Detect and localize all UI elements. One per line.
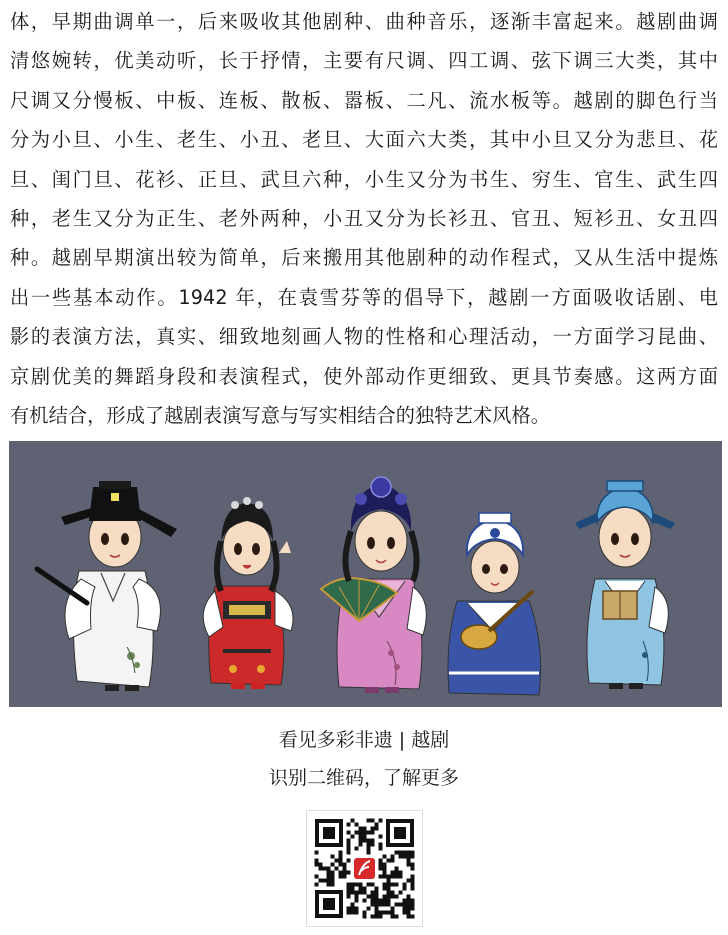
yue-opera-characters-illustration [9, 441, 722, 707]
article-line: 京剧优美的舞蹈身段和表演程式，使外部动作更细致、更具节奏感。这两方面 [10, 364, 718, 388]
qr-code[interactable] [306, 810, 423, 927]
article-line: 分为小旦、小生、老生、小丑、老旦、大面六大类，其中小旦又分为悲旦、花 [10, 128, 718, 152]
article-line: 尺调又分慢板、中板、连板、散板、嚣板、二凡、流水板等。越剧的脚色行当 [10, 88, 718, 112]
article-line: 出一些基本动作。1942 年，在袁雪芬等的倡导下，越剧一方面吸收话剧、电 [10, 285, 718, 309]
article-line: 种，老生又分为正生、老外两种，小丑又分为长衫丑、官丑、短衫丑、女丑四 [10, 206, 718, 230]
article-line: 旦、闺门旦、花衫、正旦、武旦六种，小生又分为书生、穷生、官生、武生四 [10, 167, 718, 191]
article-line: 有机结合，形成了越剧表演写意与写实相结合的独特艺术风格。 [10, 403, 551, 427]
article-body [10, 2, 718, 435]
caption-title: 看见多彩非遗 | 越剧 [278, 729, 450, 751]
article-line: 体，早期曲调单一，后来吸收其他剧种、曲种音乐，逐渐丰富起来。越剧曲调 [10, 10, 718, 33]
article-line: 种。越剧早期演出较为简单，后来搬用其他剧种的动作程式，又从生活中提炼 [10, 246, 718, 270]
article-line: 影的表演方法，真实、细致地刻画人物的性格和心理活动，一方面学习昆曲、 [10, 325, 718, 349]
article-line: 清悠婉转，优美动听，长于抒情，主要有尺调、四工调、弦下调三大类，其中 [10, 49, 718, 73]
caption-subtitle: 识别二维码，了解更多 [268, 767, 459, 789]
qr-logo-icon [352, 856, 377, 881]
